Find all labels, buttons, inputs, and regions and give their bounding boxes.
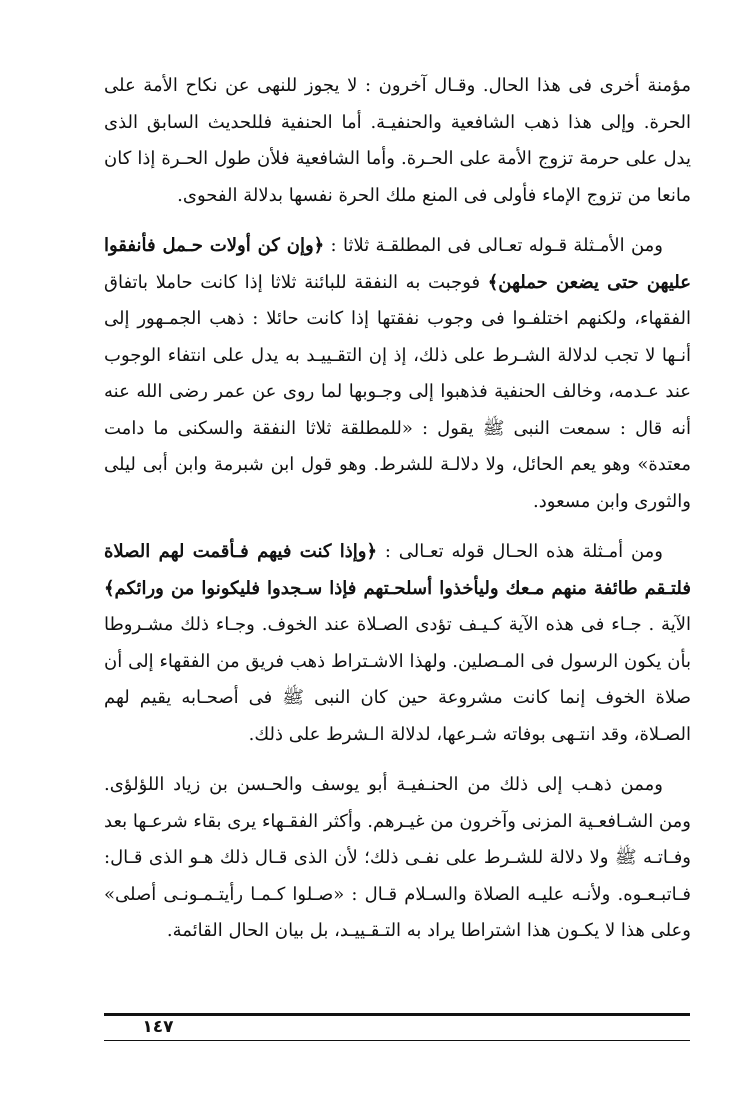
paragraph	[104, 68, 691, 214]
paragraph-text: ومن أمـثلة هذه الحـال قوله تعـالى :	[377, 541, 663, 562]
paragraph	[104, 228, 691, 520]
paragraph-text: فوجبت به النفقة للبائنة ثلاثا إذا كانت حاملا باتفاق الفقهاء، ولكنهم اختلفـوا فى وجوب نفقتها إذا كانت حائلا : ذهب الجمـهور إلى أنـها لا تجب لدلالة الشـرط على ذلك، إذ إن التقـييـد به يدل على انتفاء الوجوب عند عـدمه، وخالف الحنفية فذهبوا إلى وجـوبها لما روى عن عمر رضى الله عنه أنه قال : سمعت النبى ﷺ يقول : «للمطلقة ثلاثا النفقة والسكنى ما دامت معتدة» وهو يعم الحائل، ولا دلالـة للشرط. وهو قول ابن شبرمة وابن أبى ليلى والثورى وابن مسعود.	[104, 271, 691, 512]
paragraph-text: مؤمنة أخرى فى هذا الحال. وقـال آخرون : لا يجوز للنهى عن نكاح الأمة على الحرة. وإلى هذا ذهب الشافعية والحنفيـة. أما الحنفية فللحديث السابق الذى يدل على حرمة تزوج الأمة على الحـرة. وأما الشافعية فلأن طول الحـرة إذا كان مانعا من تزوج الإماء فأولى فى المنع ملك الحرة نفسها بدلالة الفحوى.	[104, 75, 691, 206]
quran-verse: ﴿وإذا كنت فيهم فـأقمت لهم الصلاة فلتـقم طائفة منهم مـعك وليأخذوا أسلحـتهم فإذا سـجدوا فليكونوا من ورائكم﴾	[104, 541, 691, 599]
paragraph	[104, 534, 691, 753]
paragraph-text: ومن الأمـثلة قـوله تعـالى فى المطلقـة ثلاثا :	[324, 235, 663, 256]
paragraph-text: وممن ذهـب إلى ذلك من الحنـفيـة أبو يوسف والحـسن بن زياد اللؤلؤى. ومن الشـافعـية المزنى وآخرون من غيـرهم. وأكثر الفقـهاء يرى بقاء شرعـها بعد وفـاتـه ﷺ ولا دلالة للشـرط على نفـى ذلك؛ لأن الذى قـال ذلك هـو الذى قـال: فـاتبـعـوه. ولأنـه عليـه الصلاة والسـلام قـال : «صـلوا كـمـا رأيتـمـونـى أصلى» وعلى هذا لا يكـون هذا اشتراطا يراد به التـقـييـد، بل بيان الحال القائمة.	[104, 774, 691, 941]
paragraph	[104, 767, 691, 950]
body-text	[104, 68, 691, 950]
page-number: ١٤٧	[142, 1017, 174, 1037]
footer-rule	[104, 1013, 690, 1016]
quran-verse: ﴿وإن كن أولات حـمل فأنفقوا عليهن حتى يضعن حملهن﴾	[104, 235, 691, 293]
paragraph-text: الآية . جـاء فى هذه الآية كـيـف تؤدى الصـلاة عند الخوف. وجـاء ذلك مشـروطا بأن يكون الرسول فى المـصلين. ولهذا الاشـتراط ذهب فريق من الفقهاء إلى أن صلاة الخوف إنما كانت مشروعة حين كان النبى ﷺ فى أصحـابه يقيم لهم الصـلاة، وقد انتـهى بوفاته شـرعها، لدلالة الـشرط على ذلك.	[104, 614, 691, 745]
footer-rule-thin	[104, 1040, 690, 1041]
